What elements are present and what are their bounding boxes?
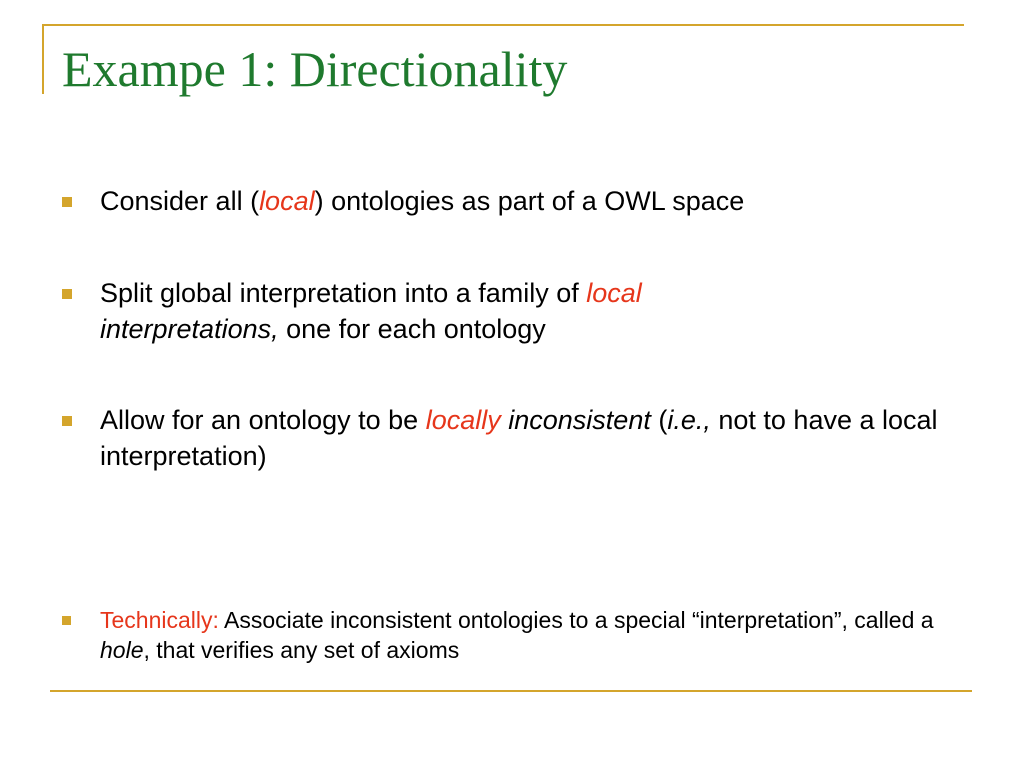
bullet-4-text-a: Associate inconsistent ontologies to a special “interpretation”, called a (218, 607, 934, 633)
bullet-3-inconsistent: inconsistent (508, 405, 651, 435)
square-bullet-icon (62, 616, 71, 625)
bullet-4 (62, 605, 944, 665)
bullet-1-text-a: Consider all ( (100, 186, 260, 216)
top-rule (44, 24, 964, 26)
bullet-3-text-a: Allow for an ontology to be (100, 405, 426, 435)
bullet-2-text-b: one for each ontology (278, 314, 546, 344)
bullet-4-text-b: , that verifies any set of axioms (143, 637, 460, 663)
bullet-3-locally: locally (425, 405, 501, 435)
bullet-4-technically: Technically: (100, 607, 219, 633)
bullet-2-local: local (586, 278, 642, 308)
bullet-3-ie: i.e., (667, 405, 711, 435)
square-bullet-icon (62, 289, 72, 299)
bullet-1 (62, 183, 944, 219)
bullet-1-local: local (259, 186, 315, 216)
bullet-4-hole: hole (100, 637, 144, 663)
bullet-2 (62, 275, 944, 347)
bullet-4-text (100, 605, 944, 665)
square-bullet-icon (62, 416, 72, 426)
bullet-3-paren: ( (650, 405, 668, 435)
bullet-2-interpretations: interpretations, (100, 314, 279, 344)
bullet-1-text (100, 183, 944, 219)
bullet-2-text-a: Split global interpretation into a family of (100, 278, 587, 308)
bottom-rule (50, 690, 972, 692)
square-bullet-icon (62, 197, 72, 207)
slide-title: Exampe 1: Directionality (62, 41, 568, 97)
left-rule (42, 24, 44, 94)
bullet-2-text (100, 275, 944, 347)
bullet-3 (62, 402, 944, 474)
bullet-3-text (100, 402, 944, 474)
bullet-1-text-b: ) ontologies as part of a OWL space (314, 186, 745, 216)
bullet-3-text-b: not to have a local interpretation) (100, 405, 938, 471)
